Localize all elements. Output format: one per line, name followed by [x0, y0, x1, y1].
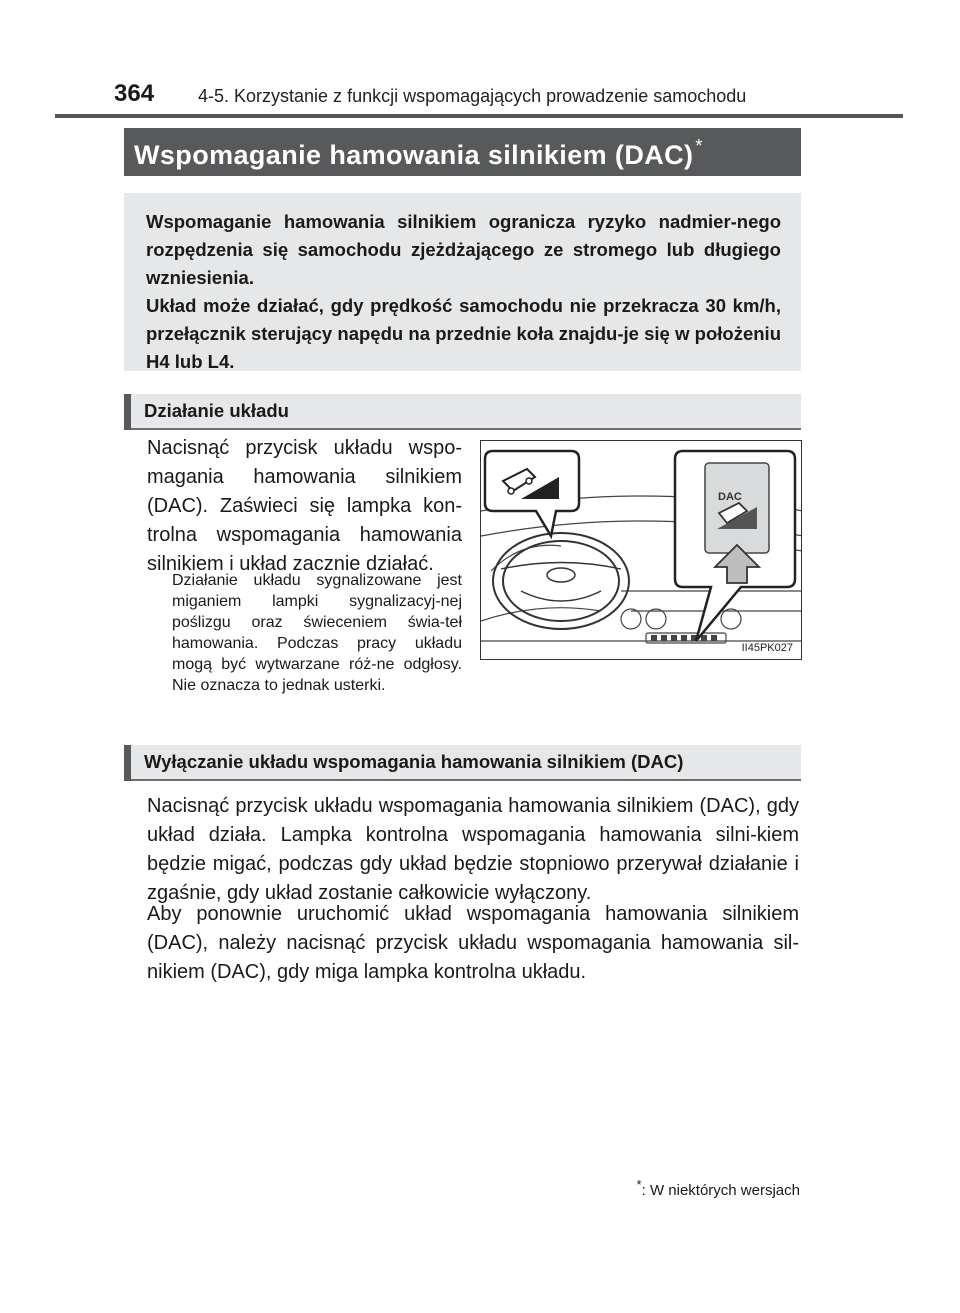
- section-title-bar: [124, 128, 801, 176]
- operation-body: Nacisnąć przycisk układu wspo-magania hamowania silnikiem (DAC). Zaświeci się lampka kon-trolna wspomagania hamowania silnikiem i układ zacznie działać.: [147, 437, 462, 575]
- intro-box: [124, 193, 801, 371]
- deactivation-paragraph-1: Nacisnąć przycisk układu wspomagania hamowania silnikiem (DAC), gdy układ działa. Lampka kontrolna wspomagania hamowania silni-kiem będzie migać, podczas gdy układ będzie stopniowo przerywał działanie i zgaśnie, gdy układ zostanie całkowicie wyłączony.: [147, 795, 799, 904]
- intro-paragraph-2: Układ może działać, gdy prędkość samochodu nie przekracza 30 km/h, przełącznik sterujący napędu na przednie koła znajdu-je się w położeniu H4 lub L4.: [146, 295, 781, 372]
- footnote: [637, 1177, 800, 1199]
- header-rule: [55, 114, 903, 118]
- deactivation-paragraph-2: Aby ponownie uruchomić układ wspomagania hamowania silnikiem (DAC), należy nacisnąć przycisk układu wspomagania hamowania sil-nikiem (DAC), gdy miga lampka kontrolna układu.: [147, 903, 799, 983]
- footnote-text: : W niektórych wersjach: [641, 1182, 800, 1199]
- dashboard-figure: [480, 440, 802, 660]
- intro-paragraph-1: Wspomaganie hamowania silnikiem ogranicza ryzyko nadmier-nego rozpędzenia się samochodu zjeżdżającego ze stromego lub długiego wzniesienia.: [146, 211, 781, 288]
- page-title: Wspomaganie hamowania silnikiem (DAC): [134, 140, 694, 170]
- section-heading-operation: Działanie układu: [124, 394, 801, 430]
- section-heading-deactivation: Wyłączanie układu wspomagania hamowania silnikiem (DAC): [124, 745, 801, 781]
- chapter-title: 4-5. Korzystanie z funkcji wspomagających prowadzenie samochodu: [198, 86, 747, 106]
- figure-code: II45PK027: [741, 642, 793, 654]
- footnote-asterisk: *: [636, 1177, 642, 1192]
- operation-note: Działanie układu sygnalizowane jest miganiem lampki sygnalizacyj-nej poślizgu oraz świeceniem świa-teł hamowania. Podczas pracy układu mogą być wytwarzane róż-ne odgłosy. Nie oznacza to jednak usterki.: [172, 572, 462, 694]
- title-asterisk: *: [695, 136, 703, 156]
- dac-button-label: DAC: [718, 491, 742, 503]
- page-number: 364: [114, 80, 155, 107]
